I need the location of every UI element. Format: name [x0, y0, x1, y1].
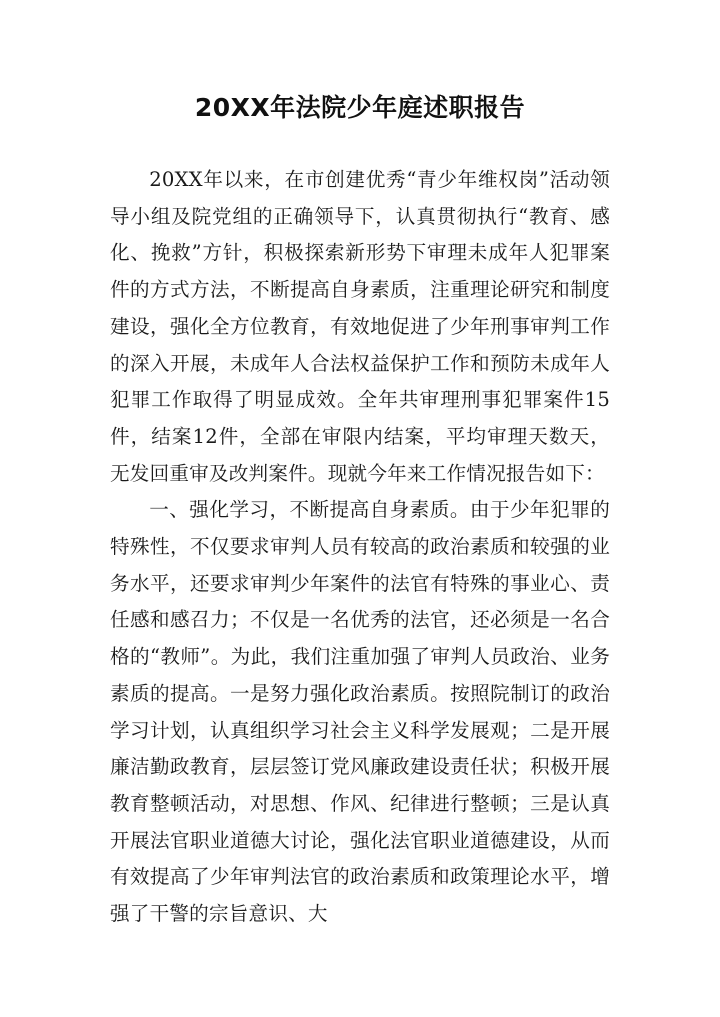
document-title: 20XX年法院少年庭述职报告: [194, 93, 526, 122]
paragraph-section-one: 一、强化学习，不断提高自身素质。由于少年犯罪的特殊性，不仅要求审判人员有较高的政治素质和较强的业务水平，还要求审判少年案件的法官有特殊的事业心、责任感和感召力；不仅是一名优秀的法官，还必须是一名合格的“教师”。为此，我们注重加强了审判人员政治、业务素质的提高。一是努力强化政治素质。按照院制订的政治学习计划，认真组织学习社会主义科学发展观；二是开展廉洁勤政教育，层层签订党风廉政建设责任状；积极开展教育整顿活动，对思想、作风、纪律进行整顿；三是认真开展法官职业道德大讨论，强化法官职业道德建设，从而有效提高了少年审判法官的政治素质和政策理论水平，增强了干警的宗旨意识、大: [110, 498, 610, 926]
paragraph-intro: 20XX年以来，在市创建优秀“青少年维权岗”活动领导小组及院党组的正确领导下，认真贯彻执行“教育、感化、挽救”方针，积极探索新形势下审理未成年人犯罪案件的方式方法，不断提高自身素质，注重理论研究和制度建设，强化全方位教育，有效地促进了少年刑事审判工作的深入开展，未成年人合法权益保护工作和预防未成年人犯罪工作取得了明显成效。全年共审理刑事犯罪案件15件，结案12件，全部在审限内结案，平均审理天数天，无发回重审及改判案件。现就今年来工作情况报告如下：: [110, 168, 610, 485]
document-body: [110, 162, 610, 933]
